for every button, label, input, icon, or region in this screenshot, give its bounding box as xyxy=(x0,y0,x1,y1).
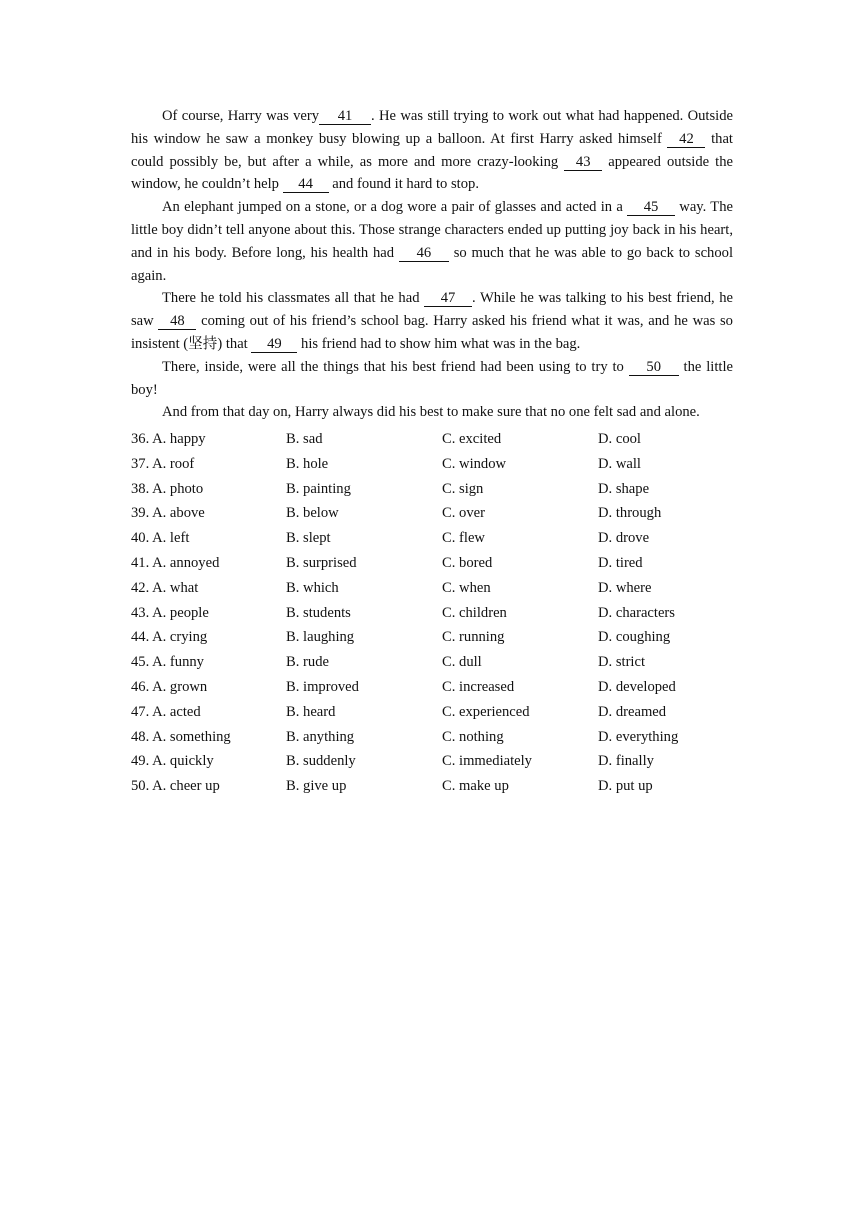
question-row-41 xyxy=(131,552,751,577)
option-c: C. sign xyxy=(442,480,484,497)
option-c: C. excited xyxy=(442,431,502,447)
option-a: 43. A. people xyxy=(131,604,209,621)
question-row-48 xyxy=(131,726,751,751)
blank-43: 43 xyxy=(564,154,602,171)
option-b: B. give up xyxy=(286,778,347,795)
option-b: B. suddenly xyxy=(286,753,356,770)
text-segment: his friend had to show him what was in the bag. xyxy=(297,335,581,352)
option-d: D. coughing xyxy=(598,629,671,646)
option-d: D. developed xyxy=(598,678,676,695)
question-row-38 xyxy=(131,478,751,503)
option-b: B. laughing xyxy=(286,629,355,646)
blank-42: 42 xyxy=(667,131,705,148)
option-a: 39. A. above xyxy=(131,505,205,522)
question-row-49 xyxy=(131,750,751,775)
question-row-37 xyxy=(131,453,751,478)
blank-49: 49 xyxy=(251,336,297,353)
question-row-50 xyxy=(131,775,751,800)
option-c: C. children xyxy=(442,604,507,621)
option-a: 37. A. roof xyxy=(131,455,195,472)
text-segment: way. The little boy didn’t tell anyone about this. Those strange characters ended up putting joy back in his heart, and in his body. Before long, his health had xyxy=(131,199,733,261)
option-b: B. which xyxy=(286,579,339,596)
option-d: D. dreamed xyxy=(598,703,667,720)
option-d: D. through xyxy=(598,505,662,522)
cloze-passage xyxy=(131,105,733,424)
option-d: D. everything xyxy=(598,728,679,745)
paragraph-2 xyxy=(131,196,733,287)
option-c: C. window xyxy=(442,455,507,472)
question-row-47 xyxy=(131,701,751,726)
option-c: C. immediately xyxy=(442,753,532,770)
blank-44: 44 xyxy=(283,176,329,193)
option-c: C. running xyxy=(442,629,505,646)
option-a: 36. A. happy xyxy=(131,431,206,447)
option-a: 44. A. crying xyxy=(131,629,208,646)
question-row-46 xyxy=(131,676,751,701)
option-c: C. increased xyxy=(442,678,515,695)
option-a: 48. A. something xyxy=(131,728,231,745)
question-row-44 xyxy=(131,626,751,651)
answer-options xyxy=(131,428,751,800)
text-segment: the little boy! xyxy=(131,358,733,398)
blank-46: 46 xyxy=(399,245,449,262)
text-segment: An elephant jumped on a stone, or a dog wore a pair of glasses and acted in a xyxy=(162,199,628,216)
option-c: C. when xyxy=(442,579,491,596)
option-c: C. bored xyxy=(442,554,493,571)
text-segment: coming out of his friend’s school bag. Harry asked his friend what it was, and he was so insistent (坚持) that xyxy=(131,313,733,352)
paragraph-5 xyxy=(131,401,733,424)
option-d: D. where xyxy=(598,579,652,596)
option-a: 45. A. funny xyxy=(131,654,204,671)
option-c: C. flew xyxy=(442,530,485,547)
option-a: 49. A. quickly xyxy=(131,753,214,770)
option-c: C. nothing xyxy=(442,728,504,745)
text-segment: that could possibly be, but after a while, as more and more crazy-looking xyxy=(131,130,733,170)
option-d: D. wall xyxy=(598,455,641,472)
text-segment: . While he was talking to his best friend, he saw xyxy=(131,290,733,330)
text-segment: There, inside, were all the things that his best friend had been using to try to xyxy=(162,358,629,375)
option-d: D. shape xyxy=(598,480,650,497)
paragraph-4 xyxy=(131,356,733,402)
option-a: 47. A. acted xyxy=(131,703,201,720)
option-d: D. cool xyxy=(598,431,641,447)
text-segment: so much that he was able to go back to school again. xyxy=(131,244,733,284)
text-segment: And from that day on, Harry always did his best to make sure that no one felt sad and alone. xyxy=(162,404,700,421)
option-b: B. anything xyxy=(286,728,355,745)
option-c: C. experienced xyxy=(442,703,530,720)
question-row-39 xyxy=(131,502,751,527)
question-row-40 xyxy=(131,527,751,552)
text-segment: appeared outside the window, he couldn’t help xyxy=(131,153,734,193)
option-c: C. dull xyxy=(442,654,482,671)
blank-45: 45 xyxy=(627,199,675,216)
option-d: D. strict xyxy=(598,654,646,671)
option-d: D. drove xyxy=(598,530,650,547)
option-a: 42. A. what xyxy=(131,579,199,596)
option-d: D. put up xyxy=(598,778,653,795)
option-d: D. finally xyxy=(598,753,654,770)
question-row-36 xyxy=(131,428,751,453)
blank-41: 41 xyxy=(319,108,371,125)
option-c: C. make up xyxy=(442,778,509,795)
option-d: D. tired xyxy=(598,554,643,571)
option-a: 50. A. cheer up xyxy=(131,778,220,795)
option-b: B. surprised xyxy=(286,554,357,571)
option-a: 40. A. left xyxy=(131,530,190,547)
paragraph-1 xyxy=(131,105,733,196)
option-b: B. slept xyxy=(286,530,331,547)
question-row-45 xyxy=(131,651,751,676)
option-a: 41. A. annoyed xyxy=(131,554,220,571)
blank-48: 48 xyxy=(158,313,196,330)
option-a: 38. A. photo xyxy=(131,480,204,497)
option-c: C. over xyxy=(442,505,485,522)
text-segment: . He was still trying to work out what had happened. Outside his window he saw a monkey busy blowing up a balloon. At first Harry asked himself xyxy=(131,108,733,147)
question-row-43 xyxy=(131,602,751,627)
text-segment: There he told his classmates all that he had xyxy=(162,290,425,307)
blank-50: 50 xyxy=(629,359,679,376)
paragraph-3 xyxy=(131,287,733,355)
option-b: B. hole xyxy=(286,455,329,472)
option-b: B. improved xyxy=(286,678,359,695)
option-b: B. sad xyxy=(286,431,323,447)
text-segment: Of course, Harry was very xyxy=(162,108,320,124)
option-b: B. heard xyxy=(286,703,336,720)
question-row-42 xyxy=(131,577,751,602)
option-a: 46. A. grown xyxy=(131,678,208,695)
option-b: B. below xyxy=(286,505,339,522)
blank-47: 47 xyxy=(424,290,472,307)
option-b: B. students xyxy=(286,604,351,621)
option-d: D. characters xyxy=(598,604,675,621)
option-b: B. painting xyxy=(286,480,351,497)
text-segment: and found it hard to stop. xyxy=(328,176,479,193)
option-b: B. rude xyxy=(286,654,329,671)
